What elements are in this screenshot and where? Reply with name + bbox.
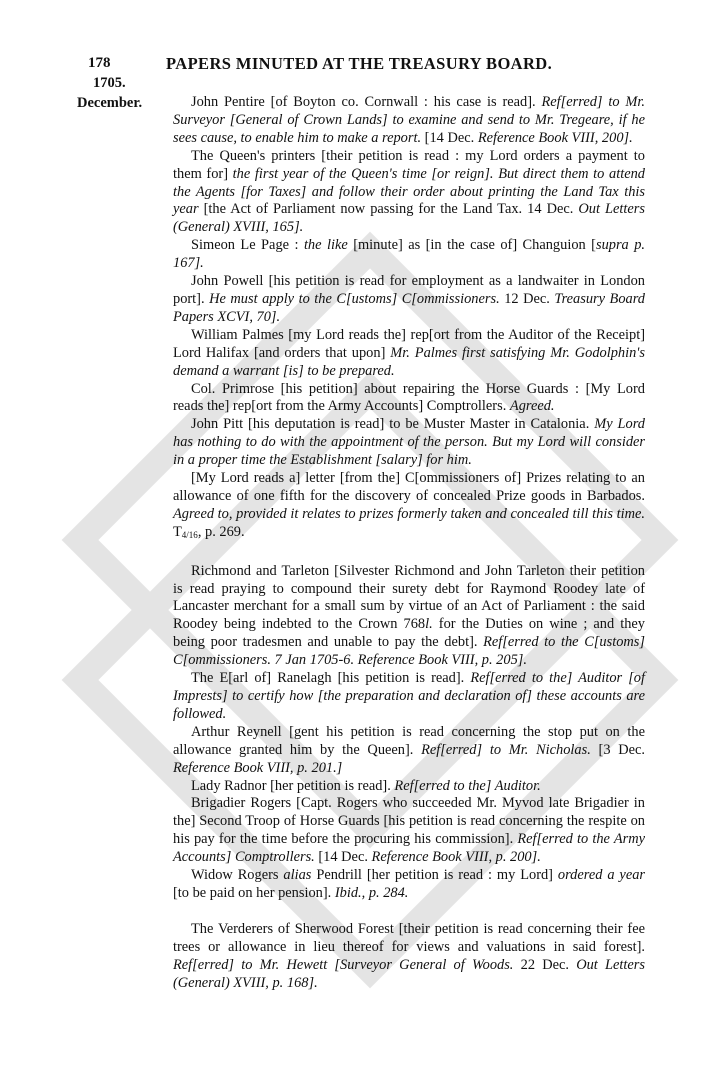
entry-paragraph: Brigadier Rogers [Capt. Rogers who succeeded Mr. Myvod late Brigadier in the] Second Troop of Horse Guards [his petition is read concerning the respite on his pay for the time before the procuring his commission]. Ref[erred to the Army Accounts] Comptrollers. [14 Dec. Reference Book VIII, p. 200]. — [173, 795, 646, 866]
margin-month: December. — [77, 95, 143, 111]
page-number: 178 — [88, 55, 111, 71]
entry-paragraph: William Palmes [my Lord reads the] rep[ort from the Auditor of the Receipt] Lord Halifax [and orders that upon] Mr. Palmes first satisfying Mr. Godolphin's demand a warrant [is] to be prepared. — [173, 326, 645, 379]
entry-paragraph: The E[arl of] Ranelagh [his petition is read]. Ref[erred to the] Auditor [of Imprests] to certify how [the preparation and declaration of] these accounts are followed. — [173, 670, 646, 722]
document-body — [173, 94, 645, 993]
entry-paragraph: Lady Radnor [her petition is read]. Ref[erred to the] Auditor. — [191, 777, 541, 794]
entry-paragraph: [My Lord reads a] letter [from the] C[ommissioners of] Prizes relating to an allowance of one fifth for the discovery of concealed Prize goods in Barbados. Agreed to, provided it relates to prizes formerly taken and concealed till this time. $T_{4/16}$, p. 269. — [173, 470, 645, 540]
entry-paragraph: John Pentire [of Boyton co. Cornwall : his case is read]. Ref[erred] to Mr. Surveyor [General of Crown Lands] to examine and send to Mr. Tregeare, if he sees cause, to enable him to make a report. [14 Dec. Reference Book VIII, 200]. — [173, 94, 645, 146]
entry-paragraph: The Queen's printers [their petition is read : my Lord orders a payment to them for] the first year of the Queen's time [or reign]. But direct them to attend the Agents [for Taxes] and follow their order about printing the Land Tax this year [the Act of Parliament now passing for the Land Tax. 14 Dec. Out Letters (General) XVIII, 165]. — [173, 147, 645, 236]
entry-paragraph: The Verderers of Sherwood Forest [their petition is read concerning their fee trees or allowance in lieu thereof for views and valuations in said forest]. Ref[erred] to Mr. Hewett [Surveyor General of Woods. 22 Dec. Out Letters (General) XVIII, p. 168]. — [173, 920, 645, 991]
entry-paragraph: Richmond and Tarleton [Silvester Richmond and John Tarleton their petition is read praying to compound their surety debt for Raymond Roodey late of Lancaster merchant for a small sum by virtue of an Act of Parliament : the said Roodey being indebted to the Crown 768l. for the Duties on wine ; and they being poor tradesmen and unable to pay the debt]. Ref[erred to the C[ustoms] C[ommissioners. 7 Jan 1705-6. Reference Book VIII, p. 205]. — [173, 562, 645, 669]
entry-paragraph: John Pitt [his deputation is read] to be Muster Master in Catalonia. My Lord has nothing to do with the appointment of the person. But my Lord will consider in a proper time the Establishment [salary] for him. — [173, 416, 645, 469]
entry-paragraph: Arthur Reynell [gent his petition is read concerning the stop put on the allowance granted him by the Queen]. Ref[erred] to Mr. Nicholas. [3 Dec. Reference Book VIII, p. 201.] — [173, 723, 645, 776]
entry-paragraph: John Powell [his petition is read for employment as a landwaiter in London port]. He must apply to the C[ustoms] C[ommissioners. 12 Dec. Treasury Board Papers XCVI, 70]. — [173, 273, 645, 325]
entry-paragraph: Col. Primrose [his petition] about repairing the Horse Guards : [My Lord reads the] rep[ort from the Army Accounts] Comptrollers. Agreed. — [173, 380, 645, 415]
entry-paragraph: Simeon Le Page : the like [minute] as [in the case of] Changuion [supra p. 167]. — [173, 237, 645, 272]
entry-paragraph: Widow Rogers alias Pendrill [her petition is read : my Lord] ordered a year [to be paid on her pension]. Ibid., p. 284. — [173, 867, 646, 901]
running-title: PAPERS MINUTED AT THE TREASURY BOARD. — [166, 54, 553, 73]
margin-year: 1705. — [93, 75, 126, 91]
